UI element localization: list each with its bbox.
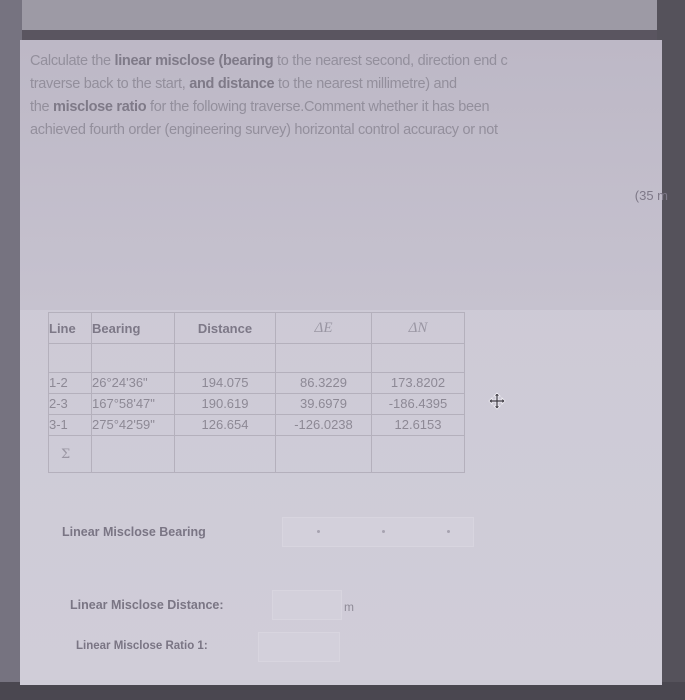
distance-unit: m — [344, 600, 354, 614]
header-distance: Distance — [175, 313, 276, 344]
misclose-bearing-input[interactable] — [282, 517, 474, 547]
cell-bearing: 275°42'59" — [92, 415, 175, 436]
minute-separator-dot — [382, 530, 385, 533]
table-row — [49, 415, 465, 436]
table-row — [49, 394, 465, 415]
cell-delta-n: -186.4395 — [372, 394, 465, 415]
cell-line: 3-1 — [49, 415, 92, 436]
cell-bearing: 167°58'47" — [92, 394, 175, 415]
cell-delta-n: 173.8202 — [372, 373, 465, 394]
table-sum-row — [49, 436, 465, 473]
move-cursor-icon — [488, 392, 506, 410]
sum-cell-bearing[interactable] — [92, 436, 175, 473]
desk-background-left — [0, 0, 22, 700]
cell-distance: 194.075 — [175, 373, 276, 394]
cell-delta-e: 39.6979 — [276, 394, 372, 415]
question-line-1: Calculate the linear misclose (bearing to the nearest second, direction end c — [30, 53, 508, 69]
table-row — [49, 373, 465, 394]
cell-distance: 190.619 — [175, 394, 276, 415]
misclose-ratio-input[interactable] — [258, 632, 340, 662]
cell-delta-e: 86.3229 — [276, 373, 372, 394]
desk-background-top — [0, 0, 685, 30]
misclose-distance-input[interactable] — [272, 590, 342, 620]
sum-cell-delta-n[interactable] — [372, 436, 465, 473]
table-spacer-row — [49, 344, 465, 373]
sum-cell-distance[interactable] — [175, 436, 276, 473]
traverse-table — [48, 312, 465, 473]
question-line-4: achieved fourth order (engineering survey) horizontal control accuracy or not — [30, 122, 498, 138]
header-delta-e: ΔE — [276, 313, 372, 344]
cell-bearing: 26°24'36" — [92, 373, 175, 394]
screen — [20, 40, 668, 685]
sum-cell-delta-e[interactable] — [276, 436, 372, 473]
degree-separator-dot — [317, 530, 320, 533]
sum-cell-line[interactable] — [49, 436, 92, 473]
header-line: Line — [49, 313, 92, 344]
question-line-2: traverse back to the start, and distance to the nearest millimetre) and — [30, 76, 457, 92]
cell-delta-n: 12.6153 — [372, 415, 465, 436]
marks-label: (35 m — [634, 188, 668, 203]
header-bearing: Bearing — [92, 313, 175, 344]
cell-line: 2-3 — [49, 394, 92, 415]
misclose-bearing-label: Linear Misclose Bearing — [62, 525, 206, 539]
second-separator-dot — [447, 530, 450, 533]
misclose-ratio-label: Linear Misclose Ratio 1: — [76, 640, 208, 652]
cell-line: 1-2 — [49, 373, 92, 394]
table-header-row — [49, 313, 465, 344]
cell-distance: 126.654 — [175, 415, 276, 436]
header-delta-n: ΔN — [372, 313, 465, 344]
cell-delta-e: -126.0238 — [276, 415, 372, 436]
misclose-distance-label: Linear Misclose Distance: — [70, 598, 224, 612]
sigma-symbol: Σ — [61, 447, 71, 462]
question-line-3: the misclose ratio for the following traverse.Comment whether it has been — [30, 99, 490, 115]
question-text — [30, 50, 670, 142]
